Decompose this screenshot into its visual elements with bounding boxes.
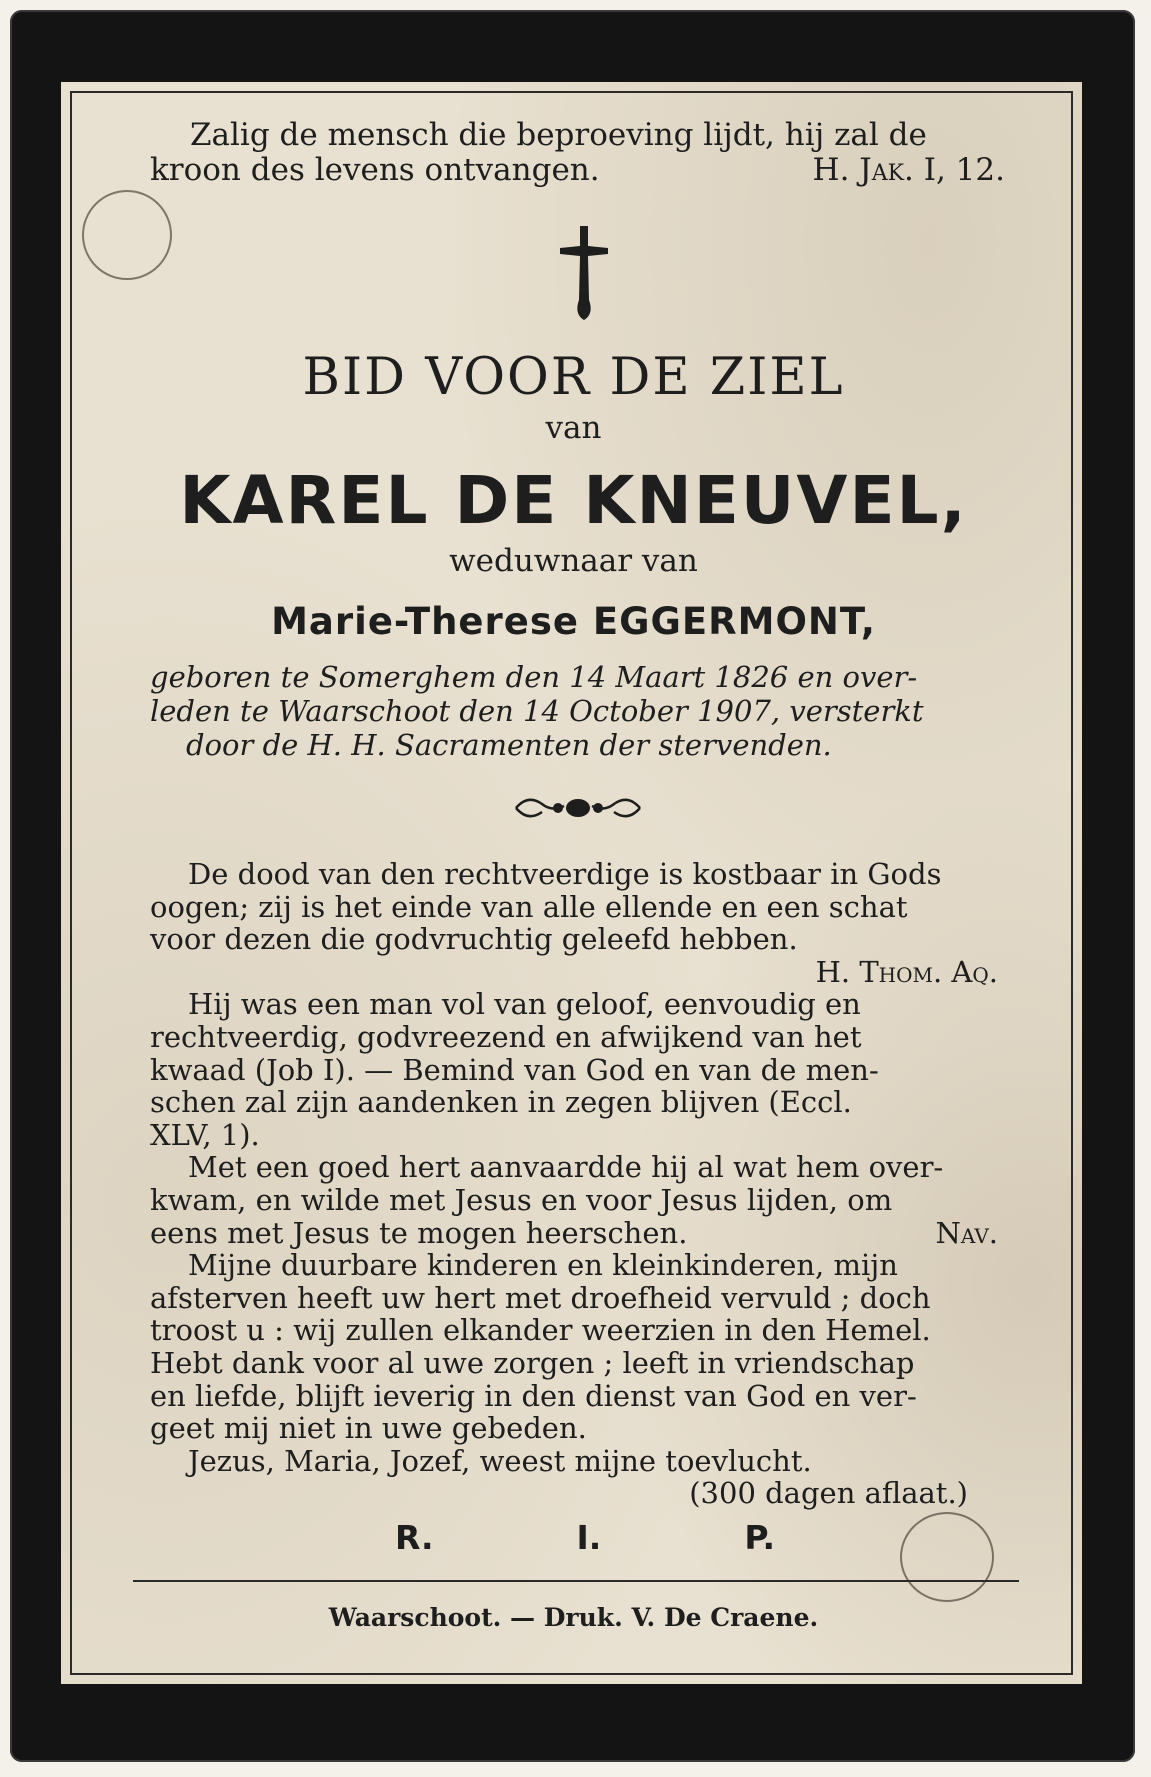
rip-letter: I.	[576, 1518, 602, 1557]
body-line: Mijne duurbare kinderen en kleinkinderen, mijn	[188, 1248, 898, 1283]
epigraph-line: Zalig de mensch die beproeving lijdt, hij zal de	[190, 117, 927, 153]
body-line: oogen; zij is het einde van alle ellende en een schat	[150, 889, 908, 924]
body-line	[150, 1217, 1028, 1250]
stain-mark	[900, 1512, 994, 1602]
van-label: van	[545, 410, 602, 446]
rip-letter: P.	[744, 1518, 775, 1557]
birth-death-line: geboren te Somerghem den 14 Maart 1826 en over-	[150, 660, 918, 694]
birth-death-line: leden te Waarschoot den 14 October 1907, versterkt	[150, 694, 924, 728]
latin-cross-icon	[556, 222, 612, 322]
rip-letters	[395, 1518, 775, 1557]
epigraph	[150, 118, 1020, 188]
body-line: Hij was een man vol van geloof, eenvoudig en	[188, 987, 861, 1022]
printer-credit: Waarschoot. — Druk. V. De Craene.	[328, 1603, 819, 1632]
body-line: kwam, en wilde met Jesus en voor Jesus lijden, om	[150, 1182, 893, 1217]
body-line-text: eens met Jesus te mogen heerschen.	[150, 1215, 688, 1250]
body-line: geet mij niet in uwe gebeden.	[150, 1411, 587, 1446]
body-line: troost u : wij zullen elkander weerzien in den Hemel.	[150, 1313, 931, 1348]
deceased-name: KAREL DE KNEUVEL,	[179, 462, 968, 539]
body-line: voor dezen die godvruchtig geleefd hebben.	[150, 922, 798, 957]
body-line: rechtveerdig, godvreezend en afwijkend van het	[150, 1019, 862, 1054]
scroll-ornament-icon	[508, 788, 648, 828]
indulgence-note: (300 dagen aflaat.)	[689, 1476, 968, 1511]
relation-label: weduwnaar van	[449, 543, 698, 579]
bottom-divider	[133, 1580, 1019, 1582]
heading: BID VOOR DE ZIEL	[302, 348, 845, 407]
birth-death-line: door de H. H. Sacramenten der stervenden.	[186, 728, 832, 762]
rip-letter: R.	[395, 1518, 434, 1557]
body-line: Met een goed hert aanvaardde hij al wat hem over-	[188, 1150, 944, 1185]
stain-mark	[82, 190, 172, 280]
body-line: Hebt dank voor al uwe zorgen ; leeft in vriendschap	[150, 1345, 915, 1380]
epigraph-line: kroon des levens ontvangen.	[150, 152, 600, 188]
body-line: en liefde, blijft ieverig in den dienst van God en ver-	[150, 1378, 917, 1413]
body-line: XLV, 1).	[150, 1117, 260, 1152]
body-line: schen zal zijn aandenken in zegen blijven (Eccl.	[150, 1085, 852, 1120]
body-line: afsterven heeft uw hert met droefheid vervuld ; doch	[150, 1280, 931, 1315]
spouse-name: Marie-Therese EGGERMONT,	[271, 600, 876, 643]
epigraph-reference: H. Jak. I, 12.	[812, 152, 1005, 188]
birth-death-text	[150, 660, 1030, 762]
body-reference: H. Thom. Aq.	[815, 954, 998, 989]
body-line: De dood van den rechtveerdige is kostbaar in Gods	[188, 857, 942, 891]
body-reference: Nav.	[935, 1215, 998, 1250]
body-line: kwaad (Job I). — Bemind van God en van de men-	[150, 1052, 879, 1087]
body-text	[150, 858, 1028, 1510]
body-line: Jezus, Maria, Jozef, weest mijne toevlucht.	[188, 1443, 812, 1478]
